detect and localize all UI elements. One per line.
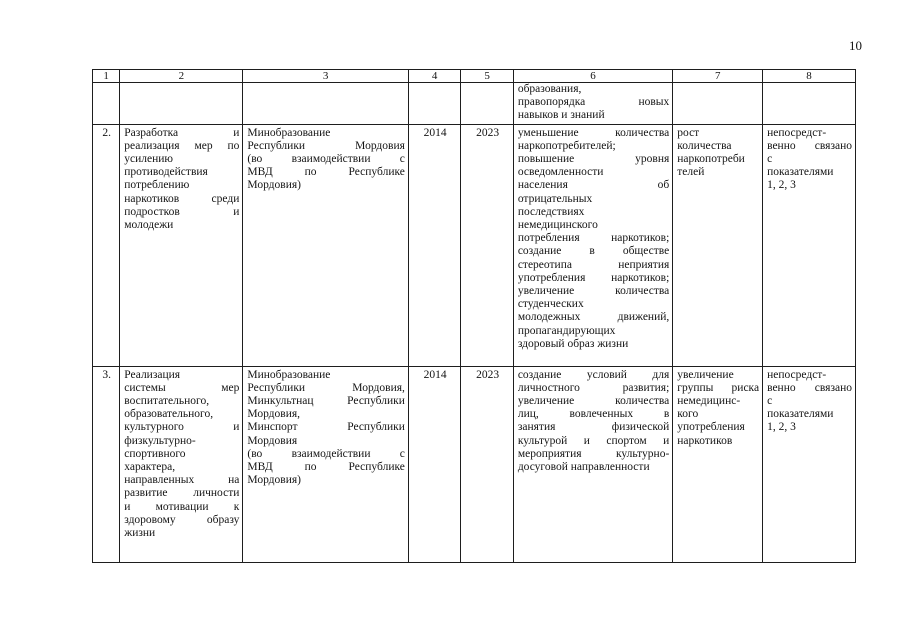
cell-text-line: населения об: [517, 179, 670, 192]
column-header-3: 3: [243, 70, 409, 83]
cell-text-line: с: [767, 153, 773, 166]
cell-text-line: последствиях: [517, 205, 585, 218]
page-number: 10: [849, 38, 862, 53]
program-measures-table: [92, 69, 856, 563]
cell-text-line: правопорядка новых: [517, 96, 670, 109]
cell-text-line: реализация мер по: [124, 139, 240, 152]
cell-text-line: Минобразование: [247, 368, 331, 381]
cell-text-line: употребления наркотиков;: [517, 271, 670, 284]
cell-indicator: [673, 366, 763, 562]
table-row-continuation: [93, 83, 856, 125]
cell-text-line: культурного и: [124, 421, 240, 434]
column-header-1: 1: [93, 70, 120, 83]
cell-text-line: Разработка и: [124, 126, 240, 139]
cell-measure: [120, 83, 243, 125]
cell-text-line: здоровый образ жизни: [517, 337, 629, 350]
cell-text-line: студенческих: [517, 298, 584, 311]
cell-link: [763, 124, 856, 366]
cell-text-line: занятия физической: [517, 421, 670, 434]
cell-text-line: лиц, вовлеченных в: [517, 408, 670, 421]
cell-text-line: увеличение количества: [517, 285, 670, 298]
cell-text-line: (во взаимодействии с: [247, 447, 405, 460]
cell-text-line: венно связано: [767, 139, 852, 152]
cell-measure: [120, 366, 243, 562]
cell-indicator: [673, 83, 763, 125]
cell-executor: [243, 366, 409, 562]
cell-executor: [243, 124, 409, 366]
cell-text-line: Минспорт Республики: [247, 421, 405, 434]
cell-text-line: немедицинского: [517, 219, 598, 232]
cell-text-line: потреблению: [124, 179, 190, 192]
cell-text-line: телей: [677, 166, 705, 179]
cell-text-line: развитие личности: [124, 487, 240, 500]
cell-text-line: кого: [677, 408, 699, 421]
cell-text-line: Мордовия: [247, 434, 298, 447]
cell-end-year: [461, 83, 513, 125]
cell-text-line: наркотиков: [677, 434, 733, 447]
cell-text-line: образования,: [517, 83, 582, 95]
cell-text-line: с: [767, 395, 773, 408]
cell-text-line: усилению: [124, 153, 174, 166]
cell-text-line: непосредст-: [767, 368, 827, 381]
cell-text-line: навыков и знаний: [517, 109, 605, 122]
column-header-7: 7: [673, 70, 763, 83]
table-header-row: [93, 70, 856, 83]
column-header-6: 6: [513, 70, 672, 83]
cell-start-year: 2014: [408, 124, 460, 366]
cell-num: 2.: [93, 124, 120, 366]
cell-text-line: МВД по Республике: [247, 166, 405, 179]
cell-text-line: культурой и спортом и: [517, 434, 670, 447]
cell-text-line: 1, 2, 3: [767, 179, 796, 192]
cell-text-line: количества: [677, 139, 732, 152]
cell-text-line: направленных на: [124, 474, 240, 487]
cell-text-line: Мордовия): [247, 179, 301, 192]
cell-measure: [120, 124, 243, 366]
column-header-4: 4: [408, 70, 460, 83]
cell-text-line: молодежных движений,: [517, 311, 670, 324]
cell-text-line: и мотивации к: [124, 500, 240, 513]
table-row: [93, 366, 856, 562]
cell-text-line: пропагандирующих: [517, 324, 616, 337]
cell-text-line: осведомленности: [517, 166, 604, 179]
cell-text-line: рост: [677, 126, 700, 139]
cell-text-line: потребления наркотиков;: [517, 232, 670, 245]
table-row: [93, 124, 856, 366]
cell-text-line: венно связано: [767, 381, 852, 394]
column-header-2: 2: [120, 70, 243, 83]
cell-text-line: мероприятия культурно-: [517, 447, 670, 460]
cell-text-line: личностного развития;: [517, 381, 670, 394]
cell-end-year: 2023: [461, 124, 513, 366]
cell-num: [93, 83, 120, 125]
cell-text-line: группы риска: [677, 381, 760, 394]
cell-text-line: наркотиков среди: [124, 192, 240, 205]
cell-text-line: 1, 2, 3: [767, 421, 796, 434]
cell-indicator: [673, 124, 763, 366]
cell-link: [763, 83, 856, 125]
cell-text-line: отрицательных: [517, 192, 593, 205]
cell-text-line: Минобразование: [247, 126, 331, 139]
column-header-5: 5: [461, 70, 513, 83]
cell-end-year: 2023: [461, 366, 513, 562]
cell-result: [513, 124, 672, 366]
cell-executor: [243, 83, 409, 125]
cell-text-line: образовательного,: [124, 408, 214, 421]
cell-text-line: спортивного: [124, 447, 186, 460]
cell-text-line: подростков и: [124, 205, 240, 218]
cell-text-line: Республики Мордовия,: [247, 381, 405, 394]
cell-text-line: Реализация: [124, 368, 181, 381]
cell-text-line: воспитательного,: [124, 395, 210, 408]
cell-text-line: жизни: [124, 527, 156, 540]
cell-text-line: системы мер: [124, 381, 240, 394]
cell-text-line: противодействия: [124, 166, 208, 179]
cell-text-line: МВД по Республике: [247, 461, 405, 474]
cell-text-line: Минкультнац Республики: [247, 395, 405, 408]
cell-result: [513, 366, 672, 562]
cell-num: 3.: [93, 366, 120, 562]
cell-start-year: 2014: [408, 366, 460, 562]
cell-text-line: досуговой направленности: [517, 461, 650, 474]
cell-text-line: здоровому образу: [124, 513, 240, 526]
cell-text-line: наркопотребителей;: [517, 139, 616, 152]
cell-text-line: увеличение количества: [517, 395, 670, 408]
cell-text-line: создание в обществе: [517, 245, 670, 258]
cell-text-line: молодежи: [124, 219, 174, 232]
cell-text-line: стереотипа неприятия: [517, 258, 670, 271]
cell-text-line: Мордовия): [247, 474, 301, 487]
cell-text-line: непосредст-: [767, 126, 827, 139]
cell-text-line: немедицинс-: [677, 395, 741, 408]
cell-text-line: употребления: [677, 421, 745, 434]
cell-link: [763, 366, 856, 562]
cell-text-line: Мордовия,: [247, 408, 301, 421]
cell-start-year: [408, 83, 460, 125]
cell-text-line: Республики Мордовия: [247, 139, 405, 152]
cell-text-line: показателями: [767, 408, 834, 421]
cell-text-line: повышение уровня: [517, 153, 670, 166]
cell-text-line: показателями: [767, 166, 834, 179]
cell-text-line: увеличение: [677, 368, 734, 381]
cell-text-line: физкультурно-: [124, 434, 196, 447]
cell-text-line: уменьшение количества: [517, 126, 670, 139]
cell-text-line: создание условий для: [517, 368, 670, 381]
cell-text-line: (во взаимодействии с: [247, 153, 405, 166]
cell-result: [513, 83, 672, 125]
column-header-8: 8: [763, 70, 856, 83]
cell-text-line: наркопотреби: [677, 153, 745, 166]
cell-text-line: характера,: [124, 461, 176, 474]
